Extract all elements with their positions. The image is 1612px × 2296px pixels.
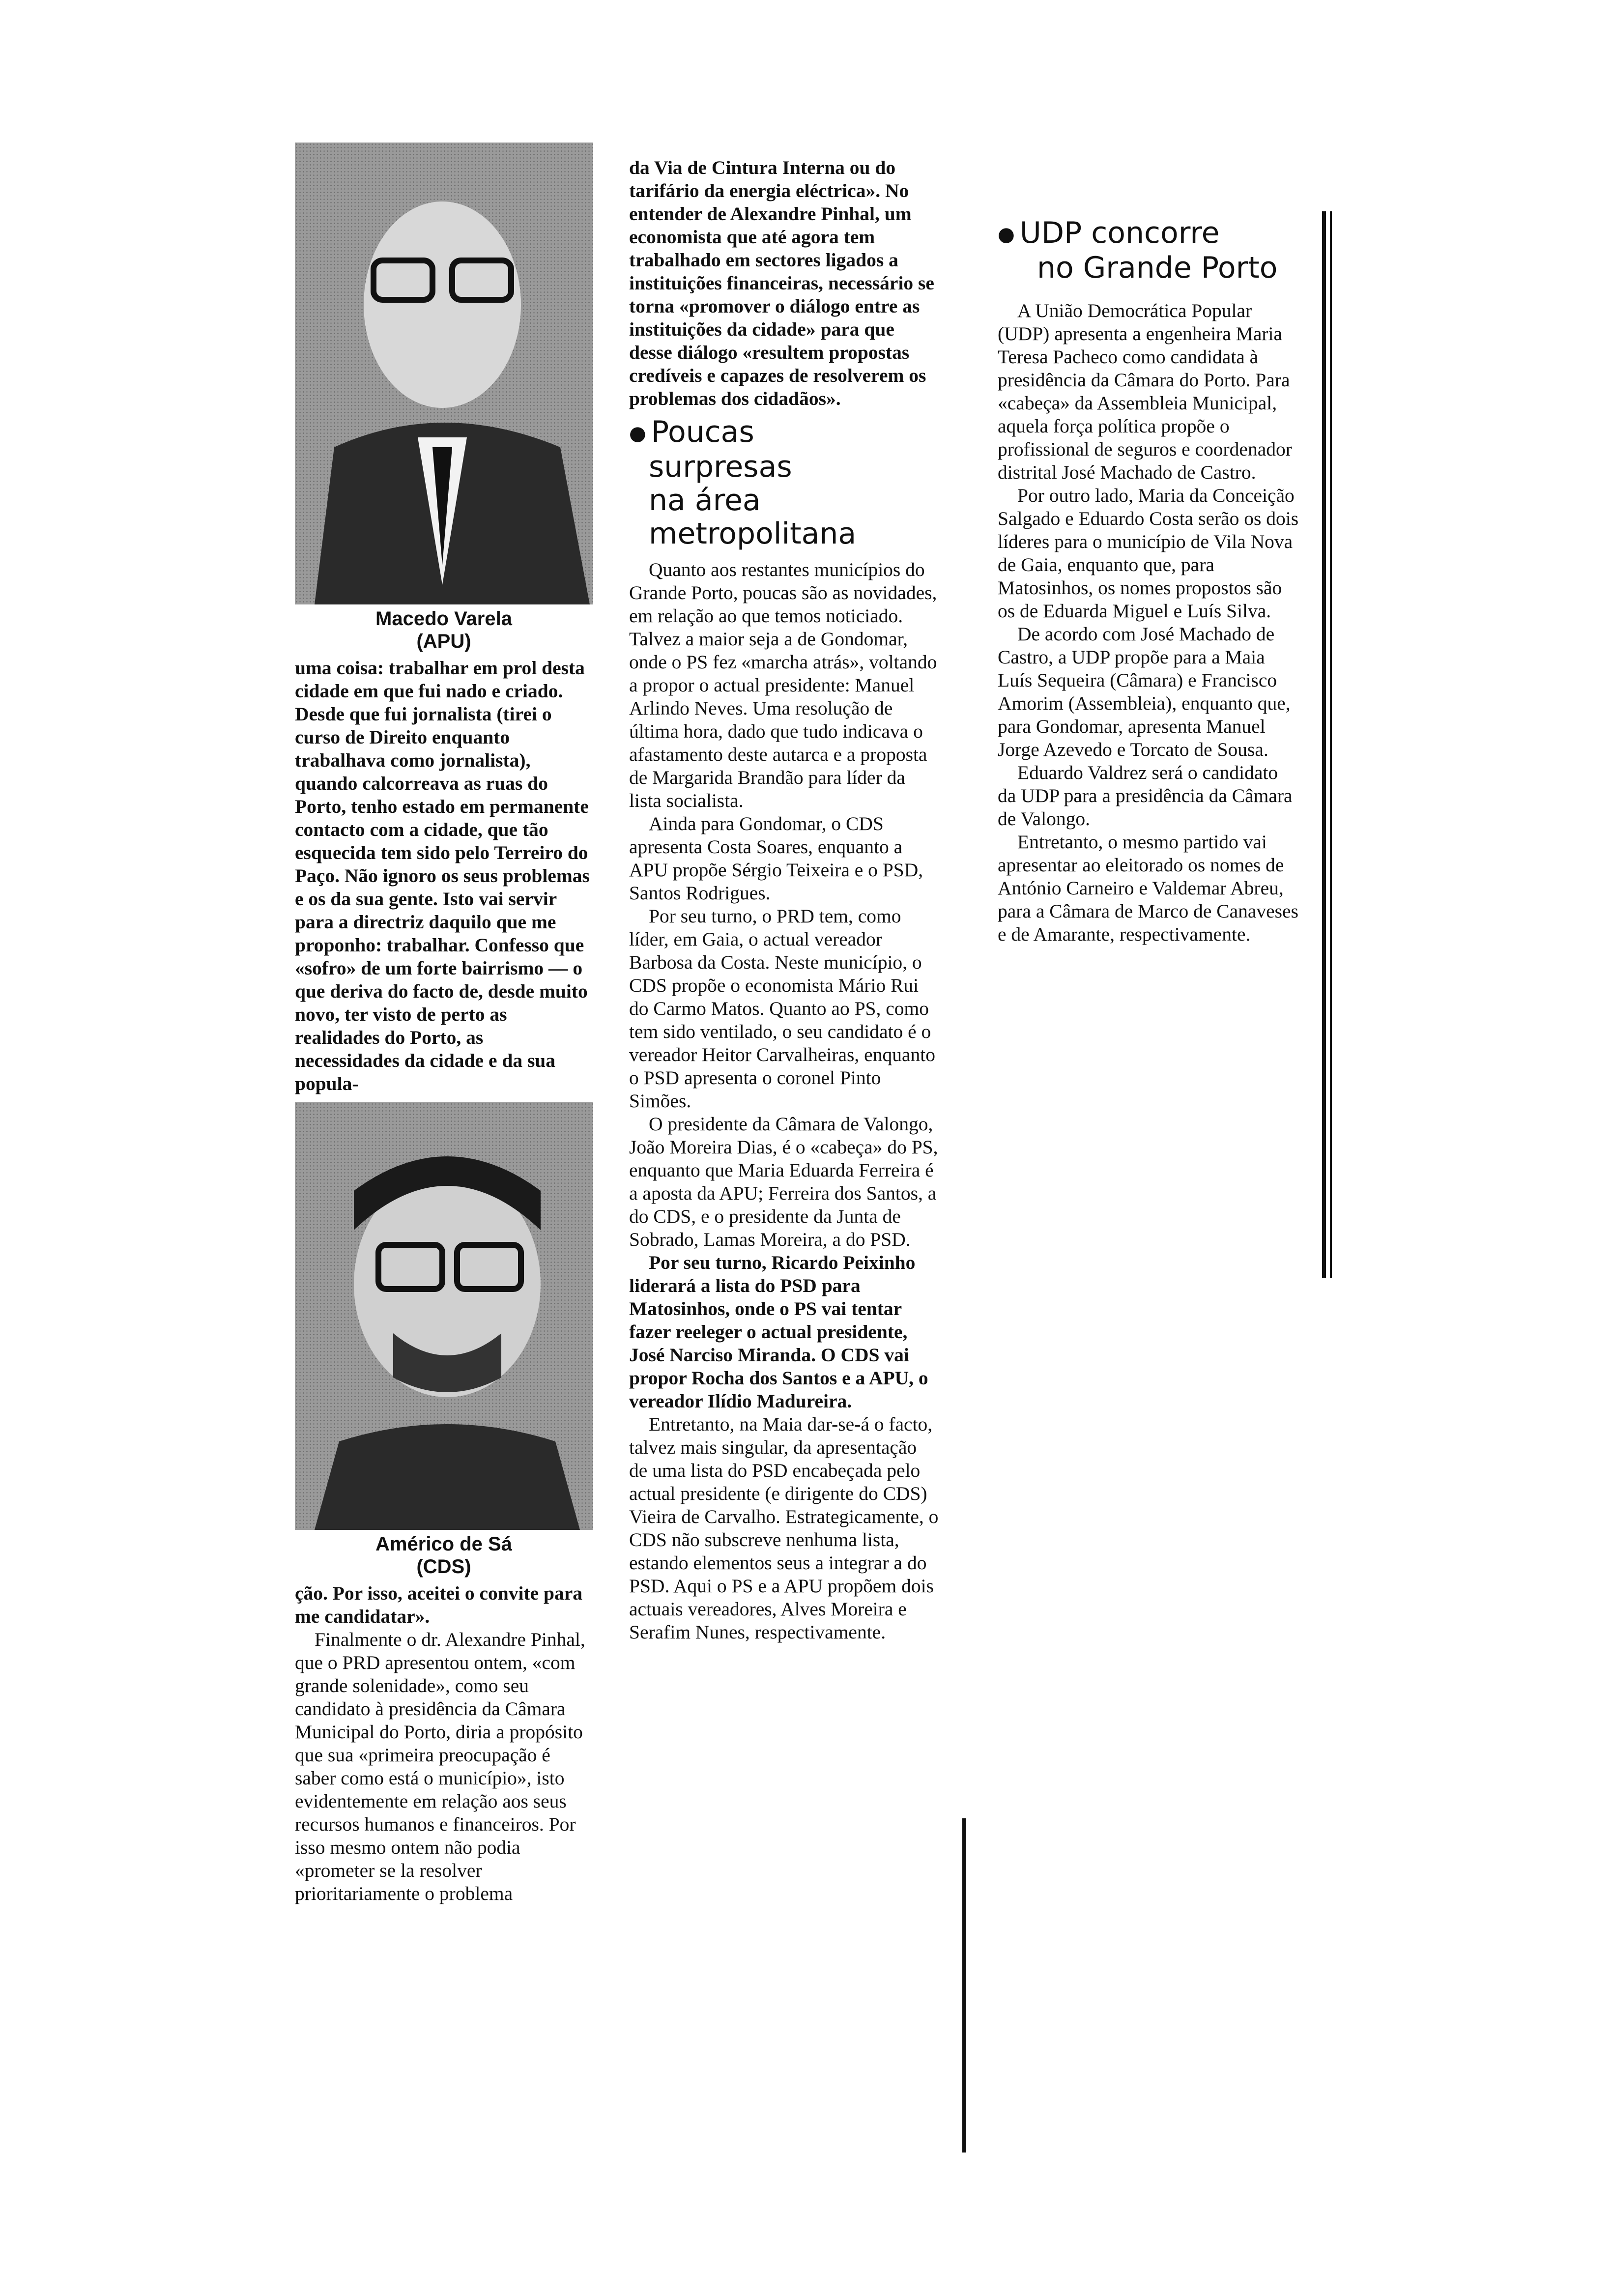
paragraph: Entretanto, o mesmo partido vai apresentar ao eleitorado os nomes de António Carneiro e Valdemar Abreu, para a Câmara de Marco de Canaveses e de Amarante, respectivamente. bbox=[998, 831, 1298, 946]
paragraph: De acordo com José Machado de Castro, a UDP propõe para a Maia Luís Sequeira (Câmara) e Francisco Amorim (Assembleia), enquanto que, para Gondomar, apresenta Manuel Jorge Azevedo e Torcato de Sousa. bbox=[998, 623, 1291, 761]
paragraph: uma coisa: trabalhar em prol desta cidade em que fui nado e criado. Desde que fui jornalista (tirei o curso de Direito enquanto trabalhava como jornalista), quando calcorreava as ruas do Porto, tenho estado em permanente contacto com a cidade, que tão esquecida tem sido pelo Terreiro do Paço. Não ignoro os seus problemas e os da sua gente. Isto vai servir para a directriz daquilo que me proponho: trabalhar. Confesso que «sofro» de um forte bairrismo — o que deriva do facto de, desde muito novo, ter visto de perto as realidades do Porto, as necessidades da cidade e da sua popula- bbox=[295, 657, 590, 1094]
caption-name: Américo de Sá bbox=[375, 1533, 512, 1555]
section-heading-poucas-surpresas: ● Poucas surpresas na área metropolitana bbox=[629, 415, 857, 551]
paragraph: Finalmente o dr. Alexandre Pinhal, que o PRD apresentou ontem, «com grande solenidade», como seu candidato à presidência da Câmara Municipal do Porto, diria a propósito que sua «primeira preocupação é saber como está o município», isto evidentemente em relação aos seus recursos humanos e financeiros. Por isso mesmo ontem não podia «prometer se la resolver prioritariamente o problema bbox=[295, 1629, 585, 1904]
paragraph: Por outro lado, Maria da Conceição Salgado e Eduardo Costa serão os dois líderes para o município de Vila Nova de Gaia, enquanto que, para Matosinhos, os nomes propostos são os de Eduarda Miguel e Luís Silva. bbox=[998, 485, 1299, 622]
paragraph: Ainda para Gondomar, o CDS apresenta Costa Soares, enquanto a APU propõe Sérgio Teixeira e o PSD, Santos Rodrigues. bbox=[629, 813, 923, 904]
column-2 bbox=[629, 156, 939, 1644]
column-rule bbox=[1330, 211, 1332, 1278]
paragraph: da Via de Cintura Interna ou do tarifário da energia eléctrica». No entender de Alexandre Pinhal, um economista que até agora tem trabalhado em sectores ligados a instituições financeiras, necessário se torna «promover o diálogo entre as instituições da cidade» para que desse diálogo «resultem propostas credíveis e capazes de resolverem os problemas dos cidadãos». bbox=[629, 157, 934, 409]
paragraph: Quanto aos restantes municípios do Grande Porto, poucas são as novidades, em relação ao que temos noticiado. Talvez a maior seja a de Gondomar, onde o PS fez «marcha atrás», voltando a propor o actual presidente: Manuel Arlindo Neves. Uma resolução de última hora, dado que tudo indicava o afastamento deste autarca e a proposta de Margarida Brandão para líder da lista socialista. bbox=[629, 559, 937, 812]
portrait-silhouette-icon bbox=[295, 1102, 593, 1530]
paragraph: ção. Por isso, aceitei o convite para me candidatar». bbox=[295, 1582, 583, 1627]
paragraph: Entretanto, na Maia dar-se-á o facto, talvez mais singular, da apresentação de uma lista do PSD encabeçada pelo actual presidente (e dirigente do CDS) Vieira de Carvalho. Estrategicamente, o CDS não subscreve nenhuma lista, estando elementos seus a integrar a do PSD. Aqui o PS e a APU propõem dois actuais vereadores, Alves Moreira e Serafim Nunes, respectivamente. bbox=[629, 1413, 939, 1643]
paragraph: O presidente da Câmara de Valongo, João Moreira Dias, é o «cabeça» do PS, enquanto que Maria Eduarda Ferreira é a aposta da APU; Ferreira dos Santos, a do CDS, e o presidente da Junta de Sobrado, Lamas Moreira, a do PSD. bbox=[629, 1113, 938, 1251]
column-1 bbox=[295, 143, 593, 1905]
column-rule bbox=[1322, 211, 1326, 1278]
photo-caption-macedo-varela bbox=[295, 607, 593, 653]
photo-americo-de-sa bbox=[295, 1102, 593, 1530]
paragraph: Eduardo Valdrez será o candidato da UDP para a presidência da Câmara de Valongo. bbox=[998, 762, 1293, 830]
portrait-silhouette-icon bbox=[295, 143, 593, 604]
caption-party: (APU) bbox=[416, 631, 471, 652]
bullet-icon: ● bbox=[629, 422, 646, 445]
column-3 bbox=[998, 216, 1300, 946]
paragraph: Por seu turno, Ricardo Peixinho liderará a lista do PSD para Matosinhos, onde o PS vai tentar fazer reeleger o actual presidente, José Narciso Miranda. O CDS vai propor Rocha dos Santos e a APU, o vereador Ilídio Madureira. bbox=[629, 1252, 928, 1412]
photo-caption-americo-de-sa bbox=[295, 1533, 593, 1578]
paragraph: A União Democrática Popular (UDP) apresenta a engenheira Maria Teresa Pacheco como candidata à presidência da Câmara do Porto. Para «cabeça» da Assembleia Municipal, aquela força política propõe o profissional de seguros e coordenador distrital José Machado de Castro. bbox=[998, 300, 1292, 484]
caption-name: Macedo Varela bbox=[375, 608, 512, 630]
column-rule bbox=[962, 1818, 966, 2152]
section-heading-udp: ● UDP concorre no Grande Porto bbox=[998, 216, 1278, 286]
paragraph: Por seu turno, o PRD tem, como líder, em Gaia, o actual vereador Barbosa da Costa. Neste município, o CDS propõe o economista Mário Rui do Carmo Matos. Quanto ao PS, como tem sido ventilado, o seu candidato é o vereador Heitor Carvalheiras, enquanto o PSD apresenta o coronel Pinto Simões. bbox=[629, 905, 935, 1112]
photo-macedo-varela bbox=[295, 143, 593, 604]
bullet-icon: ● bbox=[998, 223, 1015, 246]
caption-party: (CDS) bbox=[416, 1556, 471, 1578]
